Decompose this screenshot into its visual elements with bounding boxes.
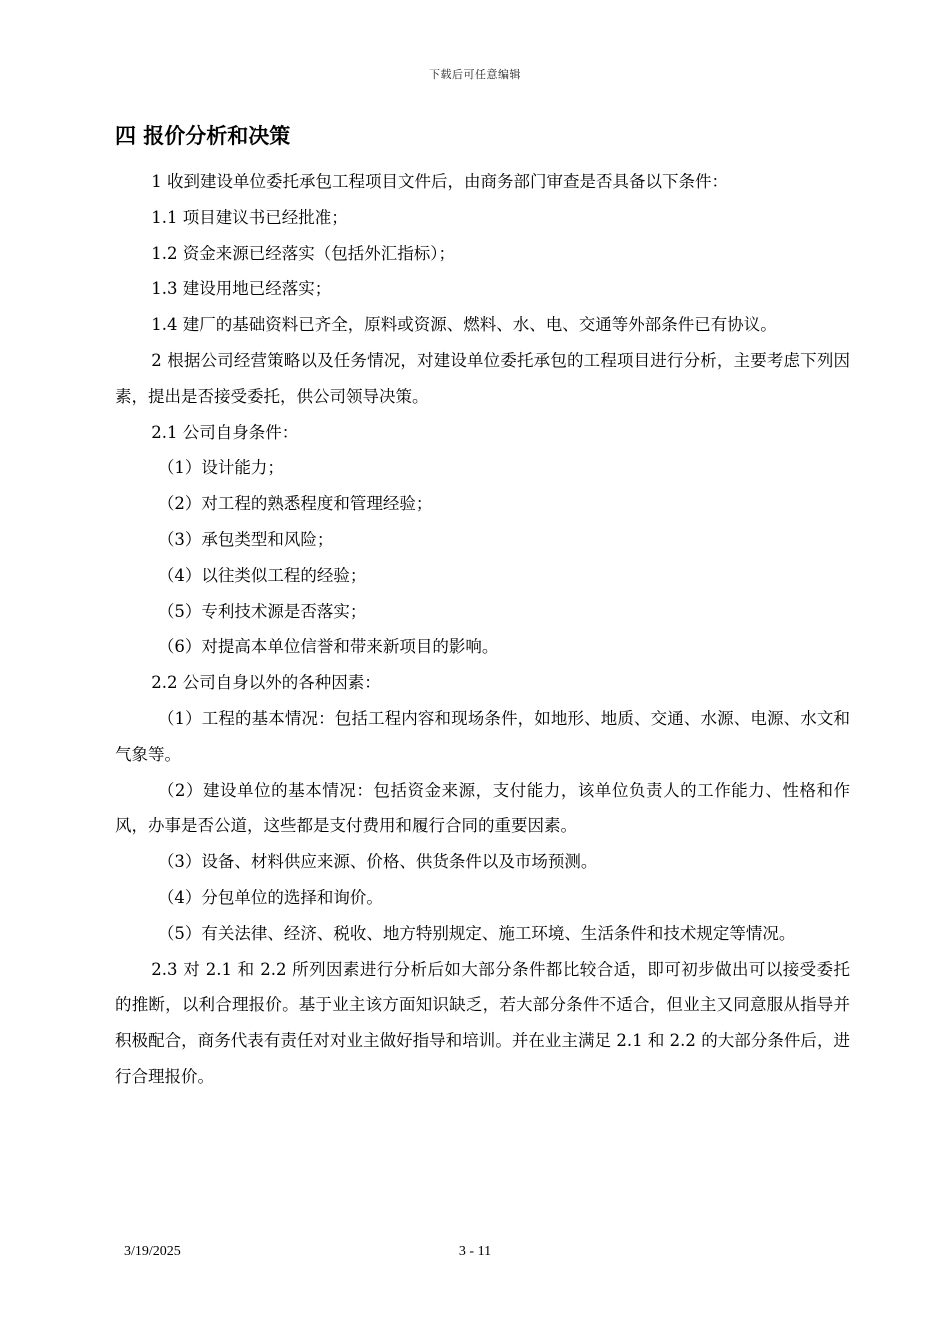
paragraph: 1.1 项目建议书已经批准； bbox=[151, 207, 348, 227]
paragraph: 1.2 资金来源已经落实（包括外汇指标）； bbox=[151, 243, 456, 263]
footer-date: 3/19/2025 bbox=[124, 1244, 181, 1259]
paragraph-list bbox=[115, 164, 850, 1095]
list-item: （4）分包单位的选择和询价。 bbox=[157, 887, 383, 907]
paragraph: 1.4 建厂的基础资料已齐全，原料或资源、燃料、水、电、交通等外部条件已有协议。 bbox=[151, 315, 777, 335]
paragraph: 1.3 建设用地已经落实； bbox=[151, 279, 332, 299]
list-item: （5）有关法律、经济、税收、地方特别规定、施工环境、生活条件和技术规定等情况。 bbox=[157, 923, 796, 943]
list-item: （1）设计能力； bbox=[157, 458, 284, 478]
list-item: （2）建设单位的基本情况：包括资金来源，支付能力，该单位负责人的工作能力、性格和作风，办事是否公道，这些都是支付费用和履行合同的重要因素。 bbox=[115, 780, 850, 836]
list-item: （2）对工程的熟悉程度和管理经验； bbox=[157, 494, 433, 514]
paragraph: 1 收到建设单位委托承包工程项目文件后，由商务部门审查是否具备以下条件： bbox=[151, 172, 729, 191]
document-body bbox=[115, 118, 850, 1095]
list-item: （5）专利技术源是否落实； bbox=[157, 601, 367, 621]
list-item: （3）设备、材料供应来源、价格、供货条件以及市场预测。 bbox=[157, 852, 598, 872]
list-item: （6）对提高本单位信誉和带来新项目的影响。 bbox=[157, 637, 499, 657]
paragraph: 2.1 公司自身条件： bbox=[151, 422, 299, 442]
list-item: （1）工程的基本情况：包括工程内容和现场条件，如地形、地质、交通、水源、电源、水文和气象等。 bbox=[115, 708, 850, 764]
paragraph: 2.2 公司自身以外的各种因素： bbox=[151, 673, 381, 693]
page-header: 下载后可任意编辑 bbox=[429, 68, 521, 81]
paragraph: 2.3 对 2.1 和 2.2 所列因素进行分析后如大部分条件都比较合适，即可初步做出可以接受委托的推断，以利合理报价。基于业主该方面知识缺乏，若大部分条件不适合，但业主又同意服从指导并积极配合，商务代表有责任对对业主做好指导和培训。并在业主满足 2.1 和 2.2 的大部分条件后，进行合理报价。 bbox=[115, 959, 850, 1086]
list-item: （4）以往类似工程的经验； bbox=[157, 565, 367, 585]
section-title: 四 报价分析和决策 bbox=[115, 123, 291, 148]
paragraph: 2 根据公司经营策略以及任务情况，对建设单位委托承包的工程项目进行分析，主要考虑下列因素，提出是否接受委托，供公司领导决策。 bbox=[115, 350, 850, 406]
footer-page-number: 3 - 11 bbox=[458, 1244, 492, 1259]
list-item: （3）承包类型和风险； bbox=[157, 529, 334, 549]
